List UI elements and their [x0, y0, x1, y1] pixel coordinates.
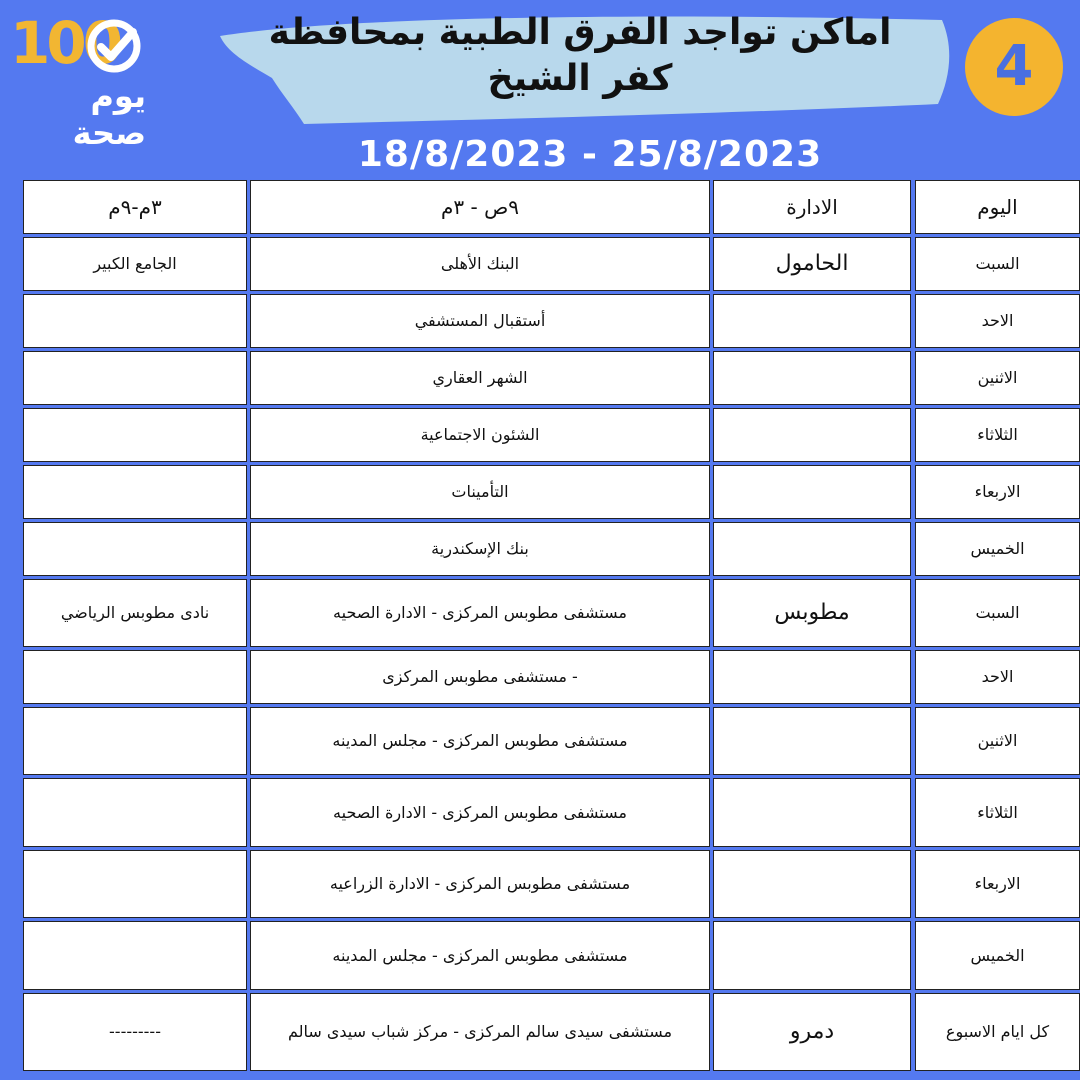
table-cell-day: السبت: [915, 579, 1080, 647]
table-cell-day: الخميس: [915, 921, 1080, 990]
table-cell-morning: التأمينات: [250, 465, 710, 519]
table-cell-day: السبت: [915, 237, 1080, 291]
table-cell-day: الاحد: [915, 294, 1080, 348]
table-cell-evening: [23, 850, 247, 918]
table-cell-day: الاثنين: [915, 351, 1080, 405]
title-line-1: اماكن تواجد الفرق الطبية بمحافظة: [268, 12, 892, 53]
table-cell-admin: [713, 351, 911, 405]
table-cell-morning: الشئون الاجتماعية: [250, 408, 710, 462]
table-cell-admin: [713, 408, 911, 462]
table-cell-admin: الحامول: [713, 237, 911, 291]
table-cell-evening: [23, 408, 247, 462]
table-cell-admin: [713, 650, 911, 704]
table-cell-morning: مستشفى سيدى سالم المركزى - مركز شباب سيدى سالم: [250, 993, 710, 1071]
table-cell-admin: [713, 850, 911, 918]
table-cell-evening: [23, 921, 247, 990]
table-cell-evening: ---------: [23, 993, 247, 1071]
table-cell-admin: [713, 707, 911, 775]
table-cell-evening: نادى مطوبس الرياضي: [23, 579, 247, 647]
number-badge: 4: [965, 18, 1063, 116]
header-morning: ٩ص - ٣م: [250, 180, 710, 234]
table-cell-day: الخميس: [915, 522, 1080, 576]
table-cell-day: الاحد: [915, 650, 1080, 704]
date-range: 18/8/2023 - 25/8/2023: [357, 134, 823, 175]
table-cell-evening: [23, 351, 247, 405]
table-cell-morning: مستشفى مطوبس المركزى - الادارة الزراعيه: [250, 850, 710, 918]
table-cell-evening: [23, 707, 247, 775]
table-cell-morning: مستشفى مطوبس المركزى - الادارة الصحيه: [250, 778, 710, 847]
header-day: اليوم: [915, 180, 1080, 234]
table-cell-day: الثلاثاء: [915, 778, 1080, 847]
table-cell-day: الاربعاء: [915, 850, 1080, 918]
table-cell-day: الثلاثاء: [915, 408, 1080, 462]
table-cell-admin: [713, 522, 911, 576]
table-cell-admin: مطوبس: [713, 579, 911, 647]
table-cell-admin: [713, 294, 911, 348]
table-cell-morning: الشهر العقاري: [250, 351, 710, 405]
table-cell-admin: دمرو: [713, 993, 911, 1071]
logo-word-day: يوم: [90, 77, 146, 115]
table-cell-evening: [23, 778, 247, 847]
header-evening: ٣م-٩م: [23, 180, 247, 234]
table-cell-day: كل ايام الاسبوع: [915, 993, 1080, 1071]
logo-number: 100: [10, 9, 120, 77]
table-cell-admin: [713, 465, 911, 519]
table-cell-evening: [23, 294, 247, 348]
table-cell-morning: البنك الأهلى: [250, 237, 710, 291]
title-line-2: كفر الشيخ: [487, 58, 673, 99]
table-cell-morning: مستشفى مطوبس المركزى - الادارة الصحيه: [250, 579, 710, 647]
table-cell-evening: [23, 465, 247, 519]
table-cell-day: الاثنين: [915, 707, 1080, 775]
table-cell-evening: [23, 650, 247, 704]
table-cell-morning: مستشفى مطوبس المركزى - مجلس المدينه: [250, 921, 710, 990]
table-cell-admin: [713, 778, 911, 847]
table-cell-morning: بنك الإسكندرية: [250, 522, 710, 576]
table-cell-day: الاربعاء: [915, 465, 1080, 519]
logo-word-health: صحة: [72, 114, 146, 152]
table-cell-evening: الجامع الكبير: [23, 237, 247, 291]
header-admin: الادارة: [713, 180, 911, 234]
table-cell-evening: [23, 522, 247, 576]
table-cell-morning: مستشفى مطوبس المركزى - مجلس المدينه: [250, 707, 710, 775]
table-cell-morning: أستقبال المستشفي: [250, 294, 710, 348]
table-cell-admin: [713, 921, 911, 990]
table-cell-morning: - مستشفى مطوبس المركزى: [250, 650, 710, 704]
